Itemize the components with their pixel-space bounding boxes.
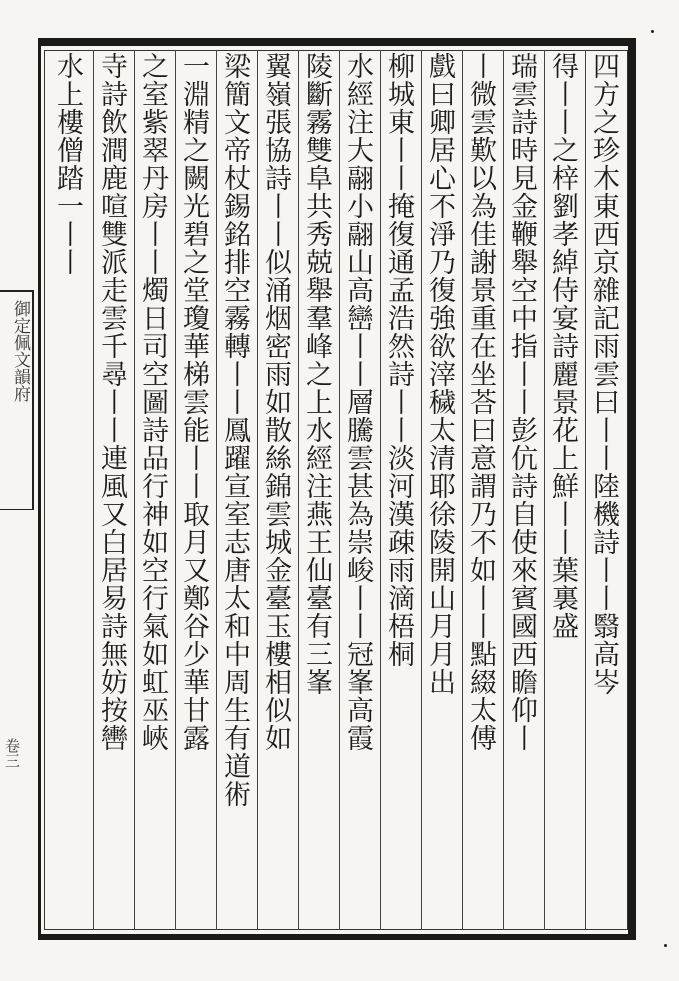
paper-speck bbox=[664, 944, 667, 947]
margin-title: 御定佩文韻府 bbox=[10, 300, 30, 402]
text-column: 水上樓僧踏一丨丨 bbox=[52, 52, 83, 276]
column-rule bbox=[93, 50, 94, 930]
text-column: 一淵精之闕光碧之堂瓊華梯雲能丨丨取月又鄭谷少華甘露 bbox=[178, 52, 209, 752]
text-column: 丨微雲歎以為佳謝景重在坐荅曰意謂乃不如丨丨點綴太傅 bbox=[465, 52, 496, 752]
text-column: 柳城東丨丨掩復通孟浩然詩丨丨淡河漢疎雨滴梧桐 bbox=[383, 52, 414, 668]
text-column: 水經注大翮小翮山高巒丨丨層騰雲甚為崇峻丨丨冠峯高霞 bbox=[342, 52, 373, 752]
paper-speck bbox=[651, 30, 654, 33]
text-column: 得丨丨之梓劉孝綽侍宴詩麗景花上鮮丨丨葉裏盛 bbox=[547, 52, 578, 640]
text-column: 梁簡文帝杖錫銘排空霧轉丨丨鳳躍宣室志唐太和中周生有道術 bbox=[219, 52, 250, 808]
text-column: 寺詩飲澗鹿喧雙派走雲千尋丨丨連風又白居易詩無妨按轡 bbox=[96, 52, 127, 752]
text-column: 陵斷霧雙阜共秀兢舉羣峰之上水經注燕王仙臺有三峯 bbox=[301, 52, 332, 696]
margin-volume: 卷三 bbox=[3, 738, 21, 768]
text-column: 之室紫翠丹房丨丨燭日司空圖詩品行神如空行氣如虹巫峽 bbox=[137, 52, 168, 752]
text-column: 戲曰卿居心不淨乃復強欲滓穢太清耶徐陵開山月月出 bbox=[424, 52, 455, 696]
text-column: 瑞雲詩時見金鞭舉空中指丨丨彭伉詩自使來賓國西瞻仰丨 bbox=[506, 52, 537, 752]
text-column: 四方之珍木東西京雜記雨雲曰丨丨陸機詩丨丨翳高岑 bbox=[588, 52, 619, 696]
text-column: 翼嶺張協詩丨丨似涌烟密雨如散絲錦雲城金臺玉樓相似如 bbox=[260, 52, 291, 752]
